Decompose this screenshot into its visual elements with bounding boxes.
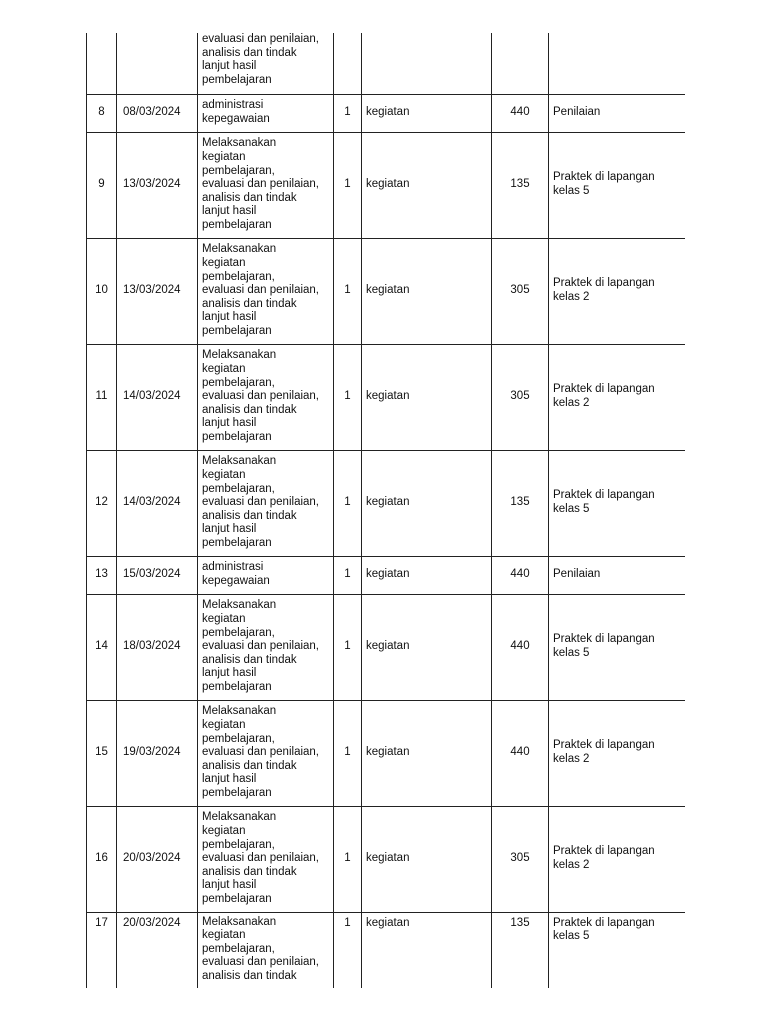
- row-number: 11: [87, 344, 117, 450]
- row-date: 19/03/2024: [117, 700, 198, 806]
- activity-table-page: [86, 33, 685, 988]
- table-row: [87, 132, 686, 238]
- table-row: [87, 238, 686, 344]
- row-volume: 1: [334, 238, 362, 344]
- row-volume: [334, 33, 362, 94]
- row-activity: Melaksanakan kegiatan pembelajaran, evaluasi dan penilaian, analisis dan tindak lanjut hasil pembelajaran: [198, 700, 334, 806]
- row-unit: kegiatan: [362, 344, 492, 450]
- row-activity: Melaksanakan kegiatan pembelajaran, evaluasi dan penilaian, analisis dan tindak lanjut hasil pembelajaran: [198, 450, 334, 556]
- table-row: [87, 556, 686, 594]
- row-date: 20/03/2024: [117, 912, 198, 988]
- row-unit: kegiatan: [362, 700, 492, 806]
- row-activity: Melaksanakan kegiatan pembelajaran, evaluasi dan penilaian, analisis dan tindak lanjut hasil pembelajaran: [198, 594, 334, 700]
- row-volume: 1: [334, 912, 362, 988]
- row-activity: evaluasi dan penilaian, analisis dan tindak lanjut hasil pembelajaran: [198, 33, 334, 94]
- table-row: [87, 912, 686, 988]
- row-unit: kegiatan: [362, 556, 492, 594]
- row-date: 14/03/2024: [117, 450, 198, 556]
- row-output: 440: [492, 556, 549, 594]
- row-activity: Melaksanakan kegiatan pembelajaran, evaluasi dan penilaian, analisis dan tindak lanjut hasil pembelajaran: [198, 344, 334, 450]
- row-volume: 1: [334, 700, 362, 806]
- row-number: 8: [87, 94, 117, 132]
- row-output: 440: [492, 700, 549, 806]
- row-number: 10: [87, 238, 117, 344]
- row-activity: Melaksanakan kegiatan pembelajaran, evaluasi dan penilaian, analisis dan tindak lanjut hasil pembelajaran: [198, 238, 334, 344]
- row-date: 20/03/2024: [117, 806, 198, 912]
- table-row: [87, 94, 686, 132]
- row-output: 135: [492, 450, 549, 556]
- row-description: Praktek di lapangan kelas 5: [549, 912, 686, 988]
- row-number: 17: [87, 912, 117, 988]
- table-row: [87, 450, 686, 556]
- table-row: [87, 594, 686, 700]
- row-activity: Melaksanakan kegiatan pembelajaran, evaluasi dan penilaian, analisis dan tindak lanjut hasil pembelajaran: [198, 806, 334, 912]
- table-row: [87, 344, 686, 450]
- row-description: Praktek di lapangan kelas 5: [549, 132, 686, 238]
- row-description: Praktek di lapangan kelas 2: [549, 700, 686, 806]
- row-date: 18/03/2024: [117, 594, 198, 700]
- table-row: [87, 806, 686, 912]
- row-output: 135: [492, 912, 549, 988]
- row-description: Praktek di lapangan kelas 5: [549, 450, 686, 556]
- row-date: 08/03/2024: [117, 94, 198, 132]
- row-date: 13/03/2024: [117, 132, 198, 238]
- row-number: 13: [87, 556, 117, 594]
- row-unit: kegiatan: [362, 912, 492, 988]
- row-number: [87, 33, 117, 94]
- row-unit: [362, 33, 492, 94]
- row-unit: kegiatan: [362, 132, 492, 238]
- row-activity: Melaksanakan kegiatan pembelajaran, evaluasi dan penilaian, analisis dan tindak: [198, 912, 334, 988]
- row-date: 14/03/2024: [117, 344, 198, 450]
- row-number: 14: [87, 594, 117, 700]
- row-date: 15/03/2024: [117, 556, 198, 594]
- activity-log-table: [86, 33, 685, 988]
- row-description: Penilaian: [549, 94, 686, 132]
- row-output: 135: [492, 132, 549, 238]
- row-output: 440: [492, 94, 549, 132]
- table-row-continued: [87, 33, 686, 94]
- row-output: 305: [492, 344, 549, 450]
- row-output: 440: [492, 594, 549, 700]
- row-volume: 1: [334, 806, 362, 912]
- row-description: Penilaian: [549, 556, 686, 594]
- row-number: 12: [87, 450, 117, 556]
- row-volume: 1: [334, 94, 362, 132]
- row-date: [117, 33, 198, 94]
- row-unit: kegiatan: [362, 94, 492, 132]
- row-date: 13/03/2024: [117, 238, 198, 344]
- row-description: Praktek di lapangan kelas 2: [549, 344, 686, 450]
- row-number: 9: [87, 132, 117, 238]
- row-volume: 1: [334, 556, 362, 594]
- row-output: 305: [492, 806, 549, 912]
- row-number: 16: [87, 806, 117, 912]
- row-unit: kegiatan: [362, 238, 492, 344]
- row-activity: administrasi kepegawaian: [198, 556, 334, 594]
- row-volume: 1: [334, 344, 362, 450]
- row-number: 15: [87, 700, 117, 806]
- row-unit: kegiatan: [362, 594, 492, 700]
- row-volume: 1: [334, 132, 362, 238]
- row-description: Praktek di lapangan kelas 2: [549, 806, 686, 912]
- row-output: [492, 33, 549, 94]
- row-description: [549, 33, 686, 94]
- row-activity: administrasi kepegawaian: [198, 94, 334, 132]
- row-unit: kegiatan: [362, 450, 492, 556]
- row-activity: Melaksanakan kegiatan pembelajaran, evaluasi dan penilaian, analisis dan tindak lanjut hasil pembelajaran: [198, 132, 334, 238]
- row-unit: kegiatan: [362, 806, 492, 912]
- table-row: [87, 700, 686, 806]
- row-volume: 1: [334, 450, 362, 556]
- row-volume: 1: [334, 594, 362, 700]
- row-description: Praktek di lapangan kelas 5: [549, 594, 686, 700]
- row-description: Praktek di lapangan kelas 2: [549, 238, 686, 344]
- row-output: 305: [492, 238, 549, 344]
